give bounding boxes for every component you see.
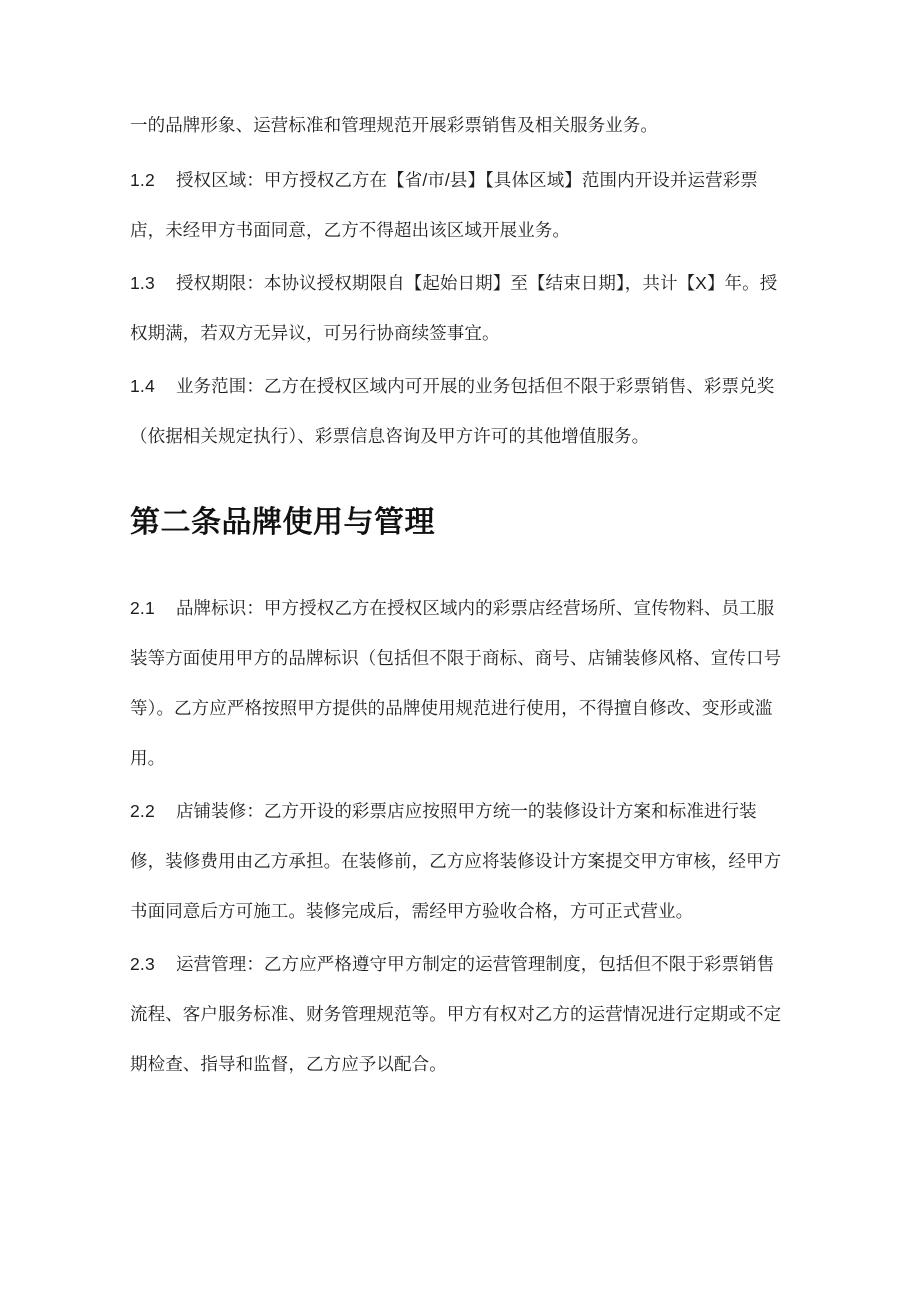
- paragraph-continuation: 一的品牌形象、运营标准和管理规范开展彩票销售及相关服务业务。: [130, 115, 658, 135]
- clause-text-2-3: 运营管理：乙方应严格遵守甲方制定的运营管理制度，包括但不限于彩票销售流程、客户服务标准、财务管理规范等。甲方有权对乙方的运营情况进行定期或不定期检查、指导和监督，乙方应予以配合。: [130, 954, 782, 1074]
- clause-2-3: [130, 939, 790, 1089]
- clause-text-1-4: 业务范围：乙方在授权区域内可开展的业务包括但不限于彩票销售、彩票兑奖（依据相关规定执行）、彩票信息咨询及甲方许可的其他增值服务。: [130, 376, 775, 446]
- document-content: [130, 100, 790, 1092]
- clause-text-2-1: 品牌标识：甲方授权乙方在授权区域内的彩票店经营场所、宣传物料、员工服装等方面使用甲方的品牌标识（包括但不限于商标、商号、店铺装修风格、宣传口号等）。乙方应严格按照甲方提供的品牌使用规范进行使用，不得擅自修改、变形或滥用。: [130, 598, 782, 768]
- section-heading-article-2: 第二条品牌使用与管理: [130, 506, 435, 539]
- clause-number-2-2: 2.2: [130, 801, 155, 821]
- clause-number-1-4: 1.4: [130, 376, 155, 396]
- clause-text-1-3: 授权期限：本协议授权期限自【起始日期】至【结束日期】，共计【X】年。授权期满，若双方无异议，可另行协商续签事宜。: [130, 273, 778, 343]
- clause-2-1: [130, 583, 790, 783]
- clause-text-1-2: 授权区域：甲方授权乙方在【省/市/县】【具体区域】范围内开设并运营彩票店，未经甲方书面同意，乙方不得超出该区域开展业务。: [130, 170, 758, 240]
- clause-number-2-3: 2.3: [130, 954, 155, 974]
- clause-1-3: [130, 258, 790, 358]
- clause-number-2-1: 2.1: [130, 598, 155, 618]
- clause-text-2-2: 店铺装修：乙方开设的彩票店应按照甲方统一的装修设计方案和标准进行装修，装修费用由乙方承担。在装修前，乙方应将装修设计方案提交甲方审核，经甲方书面同意后方可施工。装修完成后，需经甲方验收合格，方可正式营业。: [130, 801, 782, 921]
- clause-number-1-3: 1.3: [130, 273, 155, 293]
- clause-2-2: [130, 786, 790, 936]
- clause-number-1-2: 1.2: [130, 170, 155, 190]
- clause-1-4: [130, 361, 790, 461]
- clause-1-2: [130, 155, 790, 255]
